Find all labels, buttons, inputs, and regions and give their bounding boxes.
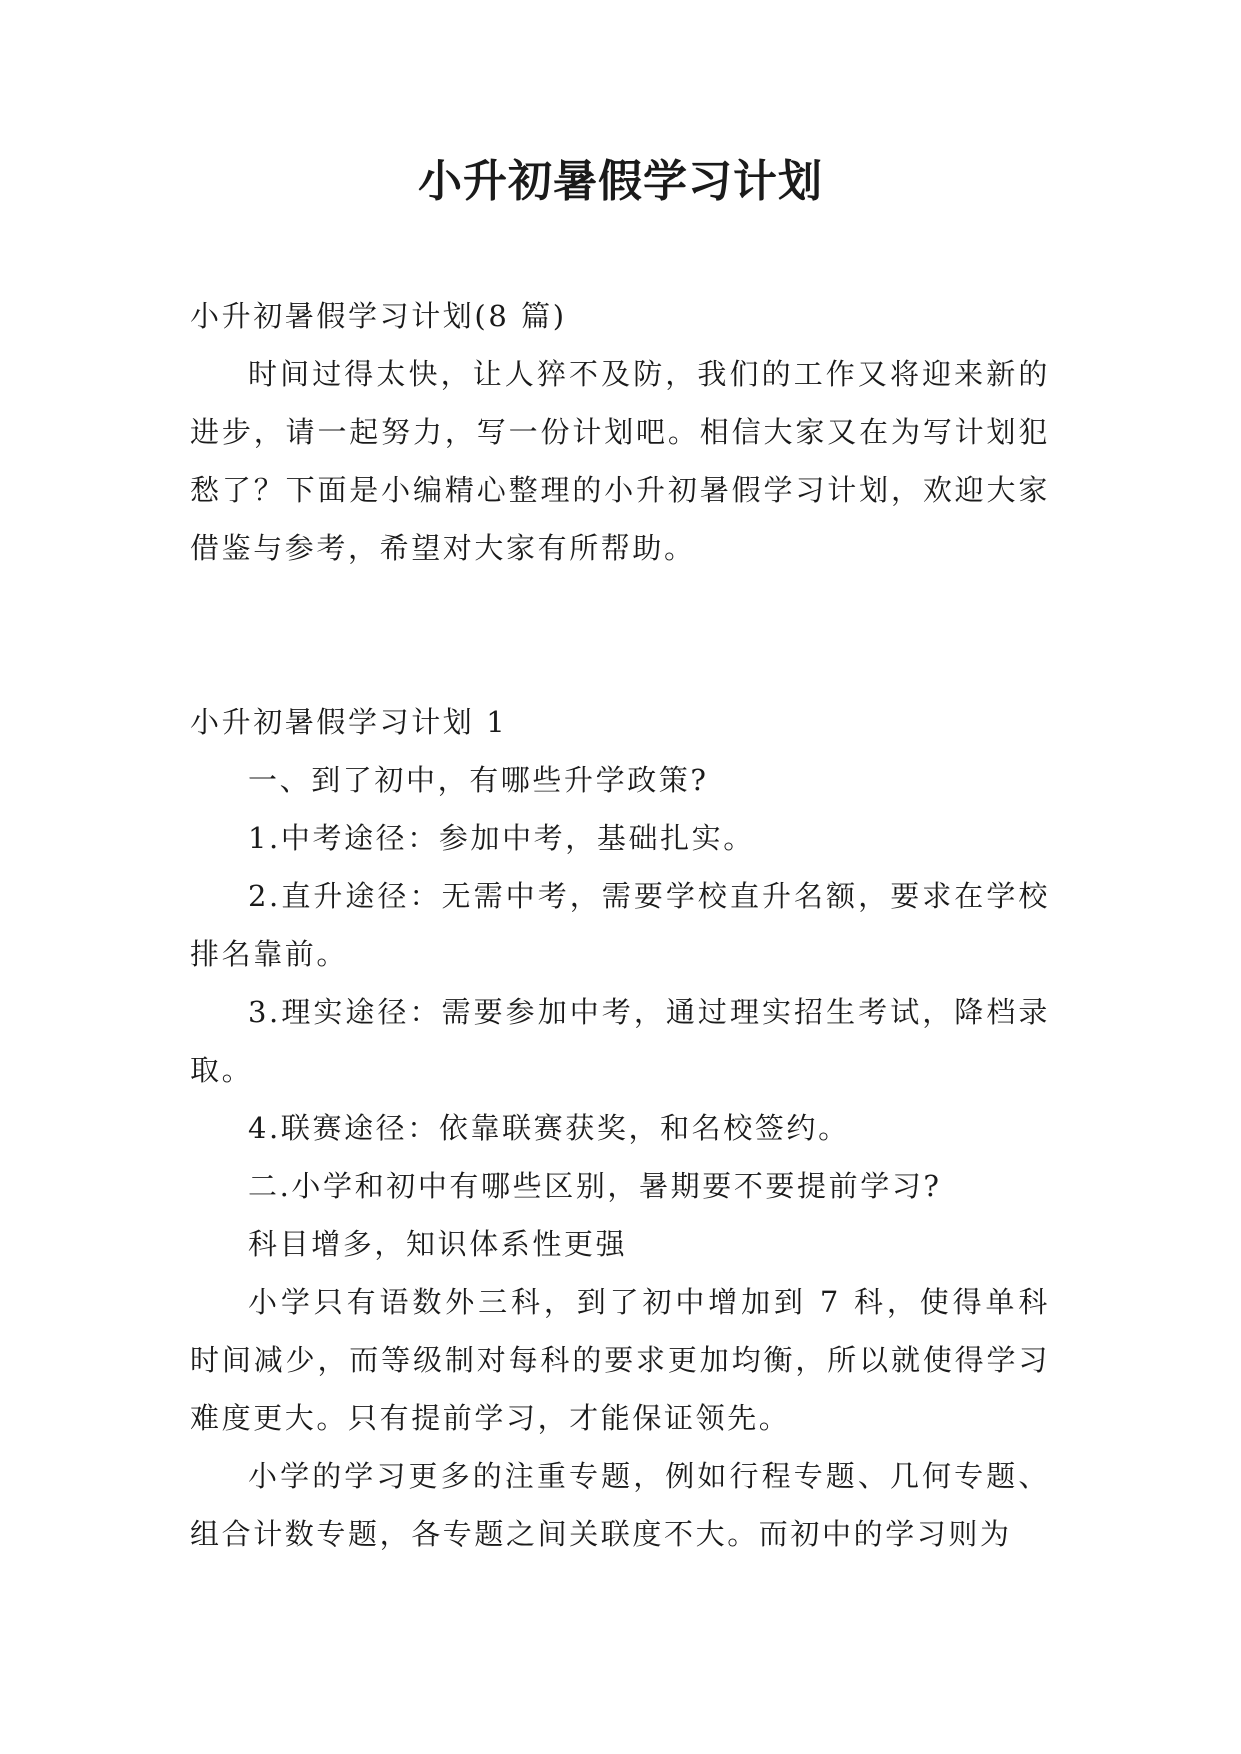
document-body — [190, 287, 1050, 1563]
paragraph-route-exam: 1.中考途径：参加中考，基础扎实。 — [248, 821, 755, 855]
document-title: 小升初暑假学习计划 — [418, 156, 823, 207]
paragraph-route-contest: 4.联赛途径：依靠联赛获奖，和名校签约。 — [248, 1111, 850, 1145]
paragraph-policy-question: 一、到了初中，有哪些升学政策? — [248, 763, 709, 797]
paragraph-subheading: 科目增多，知识体系性更强 — [248, 1227, 628, 1261]
section-heading: 小升初暑假学习计划 1 — [190, 705, 508, 739]
paragraph-route-science: 3.理实途径：需要参加中考，通过理实招生考试，降档录取。 — [190, 995, 1050, 1087]
intro-paragraph: 时间过得太快，让人猝不及防，我们的工作又将迎来新的进步，请一起努力，写一份计划吧。相信大家又在为写计划犯愁了？下面是小编精心整理的小升初暑假学习计划，欢迎大家借鉴与参考，希望对大家有所帮助。 — [190, 357, 1050, 565]
paragraph-subjects: 小学只有语数外三科，到了初中增加到 7 科，使得单科时间减少，而等级制对每科的要求更加均衡，所以就使得学习难度更大。只有提前学习，才能保证领先。 — [190, 1285, 1050, 1435]
document-subtitle: 小升初暑假学习计划(8 篇) — [190, 299, 567, 333]
paragraph-topics: 小学的学习更多的注重专题，例如行程专题、几何专题、组合计数专题，各专题之间关联度不大。而初中的学习则为 — [190, 1459, 1050, 1551]
paragraph-route-direct: 2.直升途径：无需中考，需要学校直升名额，要求在学校排名靠前。 — [190, 879, 1050, 971]
paragraph-difference-question: 二.小学和初中有哪些区别，暑期要不要提前学习? — [248, 1169, 942, 1203]
section-spacer — [190, 577, 1050, 693]
